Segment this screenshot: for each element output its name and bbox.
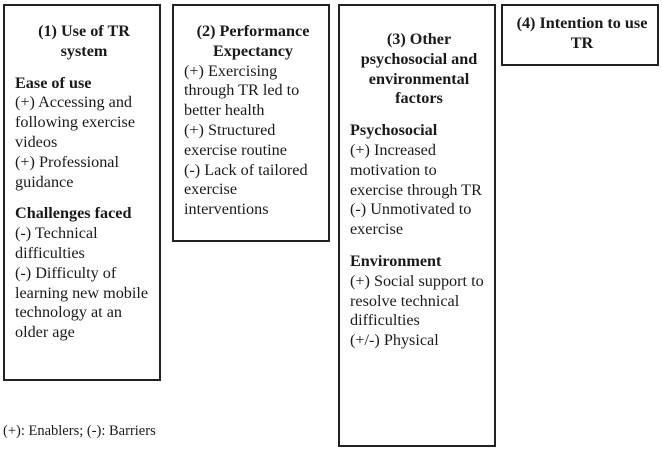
factor-item: (+) Increased motivation to exercise through TR [350,140,482,199]
factor-item: (+) Exercising through TR led to better health [184,61,300,120]
factor-item: (+) Structured exercise routine [184,120,287,159]
box-use-of-tr-system [3,4,161,381]
factor-item: (+) Professional guidance [15,152,119,191]
factor-item: (+) Accessing and following exercise videos [15,93,136,151]
box-title: (1) Use of TR system [38,22,130,60]
box-title: (4) Intention to use TR [516,14,648,52]
box-title: (3) Other psychosocial and environmental factors [360,30,478,108]
factor-item: (+) Social support to resolve technical difficulties [350,271,484,330]
section-challenges-faced [15,204,153,343]
box-performance-expectancy [172,4,330,242]
box-other-factors [338,4,496,447]
box-title: (2) Performance Expectancy [196,22,310,60]
section-psychosocial [350,121,488,240]
section-ease-of-use [15,74,153,193]
factor-item: (-) Lack of tailored exercise interventions [184,160,308,219]
factor-item: (+/-) Physical [350,331,439,350]
factor-item: (-) Unmotivated to exercise [350,200,472,239]
section-heading: Challenges faced [15,204,132,223]
section-heading: Psychosocial [350,121,438,140]
factor-item: (-) Difficulty of learning new mobile technology at an older age [15,263,149,342]
legend: (+): Enablers; (-): Barriers [3,423,156,439]
section-heading: Ease of use [15,73,92,92]
section-heading: Environment [350,251,442,270]
section-environment [350,252,488,351]
box-intention-to-use-tr [501,4,659,66]
factor-item: (-) Technical difficulties [15,224,98,262]
factor-list [184,62,322,220]
